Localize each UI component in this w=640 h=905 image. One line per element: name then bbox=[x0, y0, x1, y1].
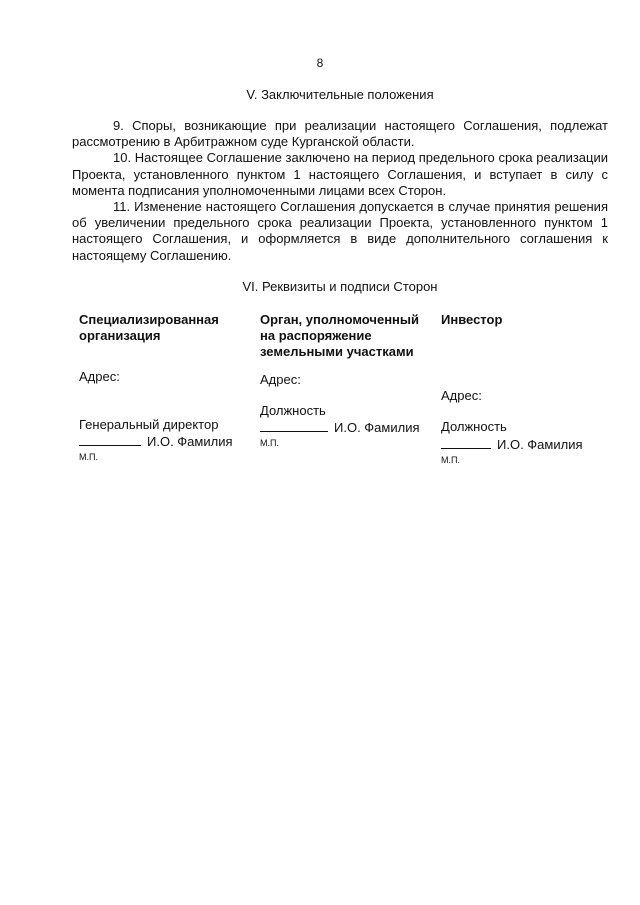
signatory-name: И.О. Фамилия bbox=[497, 436, 583, 452]
party-heading: Инвестор bbox=[441, 312, 503, 327]
party-column-specialized-org bbox=[79, 312, 254, 462]
address-label: Адрес: bbox=[441, 388, 482, 404]
signatory-name: И.О. Фамилия bbox=[147, 433, 233, 449]
page-number: 8 bbox=[316, 56, 324, 70]
paragraph-10: 10. Настоящее Соглашение заключено на период предельного срока реализации Проекта, установленного пунктом 1 настоящего Соглашения, и вступает в силу с момента подписания уполномоченными лицами всех Сторон. bbox=[72, 150, 608, 198]
signature-line bbox=[79, 433, 254, 450]
signature-line bbox=[260, 419, 435, 436]
address-label: Адрес: bbox=[79, 369, 120, 385]
party-heading: Специализированная организация bbox=[79, 312, 219, 344]
stamp-place: М.П. bbox=[441, 454, 460, 465]
signatory-name: И.О. Фамилия bbox=[334, 420, 420, 436]
section-5-title: V. Заключительные положения bbox=[246, 87, 434, 102]
position-label: Должность bbox=[260, 402, 326, 418]
paragraph-9: 9. Споры, возникающие при реализации настоящего Соглашения, подлежат рассмотрению в Арбитражном суде Курганской области. bbox=[72, 118, 608, 150]
signature-line bbox=[441, 436, 616, 453]
signature-blank bbox=[79, 433, 141, 446]
section-6-title: VI. Реквизиты и подписи Сторон bbox=[242, 279, 438, 294]
stamp-place: М.П. bbox=[260, 438, 279, 449]
address-label: Адрес: bbox=[260, 371, 301, 387]
position-label: Должность bbox=[441, 419, 507, 435]
stamp-place: М.П. bbox=[79, 452, 98, 463]
party-column-investor bbox=[441, 312, 616, 465]
party-heading: Орган, уполномоченный на распоряжение земельными участками bbox=[260, 312, 419, 360]
signature-blank bbox=[441, 436, 491, 449]
paragraph-11: 11. Изменение настоящего Соглашения допускается в случае принятия решения об увеличении предельного срока реализации Проекта, установленного пунктом 1 настоящего Соглашения, и оформляется в виде дополнительного соглашения к настоящему Соглашению. bbox=[72, 199, 608, 263]
signature-blank bbox=[260, 419, 328, 432]
section-5-body bbox=[72, 118, 608, 264]
position-label: Генеральный директор bbox=[79, 416, 219, 432]
party-column-land-authority bbox=[260, 312, 435, 448]
